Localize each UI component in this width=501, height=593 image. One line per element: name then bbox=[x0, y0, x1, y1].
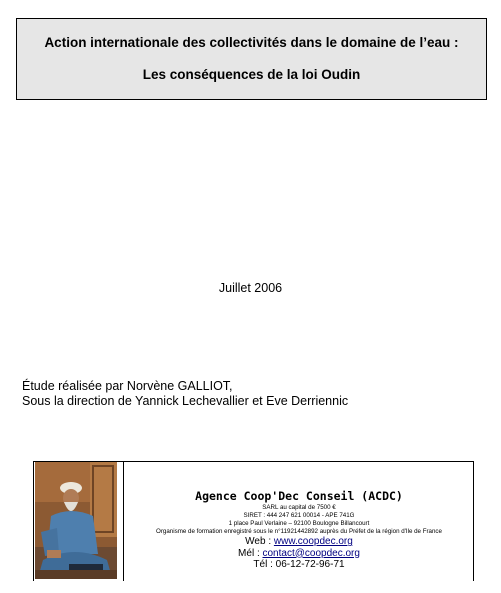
study-credits bbox=[22, 379, 348, 409]
web-label: Web : bbox=[245, 536, 274, 547]
mail-link[interactable]: contact@coopdec.org bbox=[262, 547, 360, 559]
agency-training: Organisme de formation enregistré sous le n°11921442892 auprès du Préfet de la région d'Ile de France bbox=[156, 528, 442, 535]
agency-photo bbox=[35, 462, 117, 579]
agency-name: Agence Coop'Dec Conseil (ACDC) bbox=[195, 489, 403, 503]
agency-info bbox=[125, 489, 473, 571]
study-author: Étude réalisée par Norvène GALLIOT, bbox=[22, 379, 233, 393]
document-date: Juillet 2006 bbox=[218, 281, 283, 295]
footer-divider bbox=[123, 462, 124, 581]
mail-label: Mél : bbox=[238, 547, 263, 559]
agency-capital: SARL au capital de 7500 € bbox=[262, 504, 336, 511]
document-subtitle: Les conséquences de la loi Oudin bbox=[142, 67, 361, 82]
title-box bbox=[16, 18, 487, 100]
agency-siret: SIRET : 444 247 621 00014 - APE 741G bbox=[243, 512, 355, 519]
agency-phone: Tél : 06-12-72-96-71 bbox=[253, 559, 345, 570]
study-supervisors: Sous la direction de Yannick Lechevallier et Eve Derriennic bbox=[22, 394, 349, 408]
agency-web bbox=[125, 536, 473, 548]
web-link[interactable]: www.coopdec.org bbox=[273, 536, 353, 547]
document-title: Action internationale des collectivités dans le domaine de l’eau : bbox=[44, 35, 459, 50]
agency-mail bbox=[125, 548, 473, 560]
agency-address: 1 place Paul Verlaine – 92100 Boulogne Billancourt bbox=[228, 520, 370, 527]
